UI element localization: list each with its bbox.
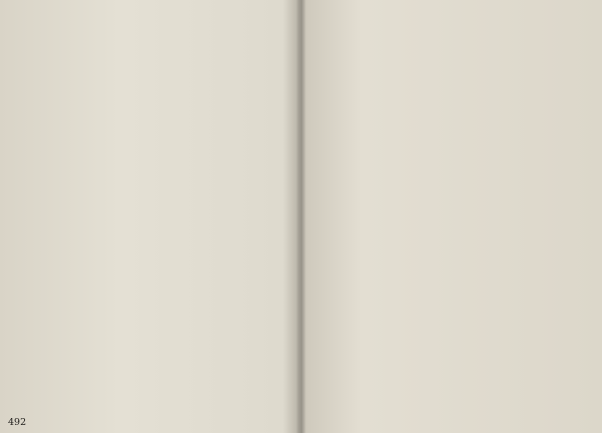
left-page-text — [12, 3, 289, 416]
right-page — [304, 0, 602, 433]
right-page-text — [322, 3, 592, 293]
left-page — [0, 0, 298, 433]
page-number: 492 — [8, 417, 27, 428]
